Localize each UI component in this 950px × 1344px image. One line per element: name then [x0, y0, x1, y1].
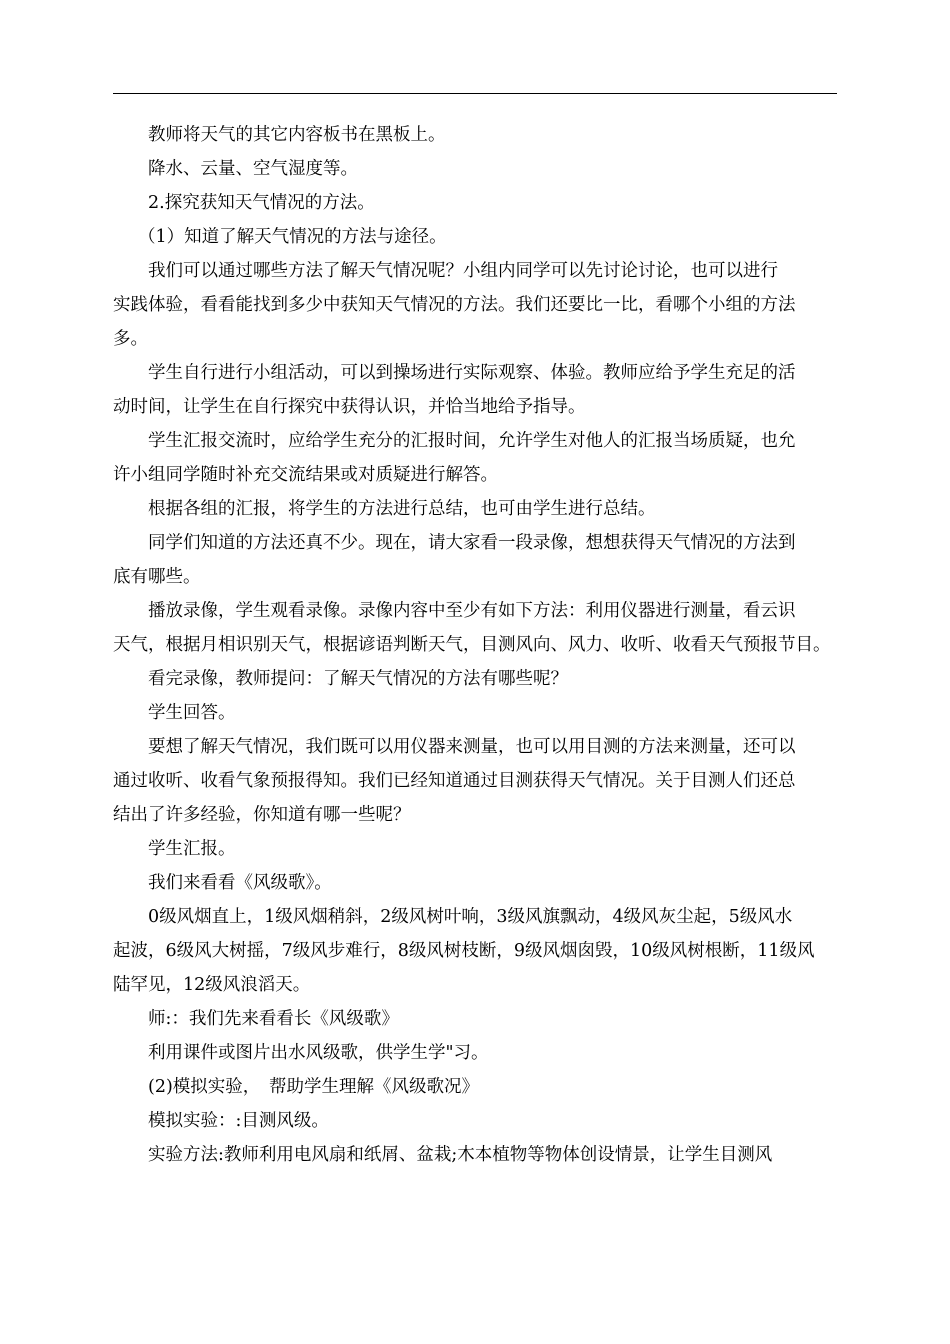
paragraph-line: 实验方法:教师利用电风扇和纸屑、盆栽;木本植物等物体创设情景，让学生目测风: [148, 1145, 773, 1165]
paragraph-line: 底有哪些。: [113, 567, 201, 587]
paragraph-line: (2)模拟实验， 帮助学生理解《风级歌况》: [148, 1077, 480, 1097]
paragraph-line: 看完录像，教师提问：了解天气情况的方法有哪些呢？: [148, 669, 568, 689]
paragraph-line: 根据各组的汇报，将学生的方法进行总结，也可由学生进行总结。: [148, 499, 656, 519]
paragraph-line: 实践体验，看看能找到多少中获知天气情况的方法。我们还要比一比，看哪个小组的方法: [113, 295, 796, 315]
paragraph-line: 起波，6级风大树摇，7级风步难行，8级风树枝断，9级风烟囱毁，10级风树根断，11级风: [113, 941, 815, 961]
paragraph-line: 模拟实验：:目测风级。: [148, 1111, 329, 1131]
section-heading: 2.探究获知天气情况的方法。: [148, 193, 375, 213]
paragraph-line: 同学们知道的方法还真不少。现在，请大家看一段录像，想想获得天气情况的方法到: [148, 533, 796, 553]
paragraph-line: 动时间，让学生在自行探究中获得认识，并恰当地给予指导。: [113, 397, 586, 417]
paragraph-line: 师:：我们先来看看长《风级歌》: [148, 1009, 399, 1029]
paragraph-line: 教师将天气的其它内容板书在黑板上。: [148, 125, 446, 145]
paragraph-line: 许小组同学随时补充交流结果或对质疑进行解答。: [113, 465, 498, 485]
paragraph-line: 播放录像，学生观看录像。录像内容中至少有如下方法：利用仪器进行测量，看云识: [148, 601, 796, 621]
paragraph-line: 降水、云量、空气湿度等。: [148, 159, 358, 179]
paragraph-line: 我们来看看《风级歌》。: [148, 873, 332, 893]
paragraph-line: 学生汇报交流时，应给学生充分的汇报时间，允许学生对他人的汇报当场质疑，也允: [148, 431, 796, 451]
paragraph-line: 学生自行进行小组活动，可以到操场进行实际观察、体验。教师应给予学生充足的活: [148, 363, 796, 383]
subsection-heading: （1）知道了解天气情况的方法与途径。: [138, 227, 447, 247]
paragraph-line: 陆罕见，12级风浪滔天。: [113, 975, 311, 995]
paragraph-line: 我们可以通过哪些方法了解天气情况呢？小组内同学可以先讨论讨论，也可以进行: [148, 261, 778, 281]
paragraph-line: 学生汇报。: [148, 839, 236, 859]
paragraph-line: 学生回答。: [148, 703, 236, 723]
document-body: [113, 118, 837, 1172]
paragraph-line: 结出了许多经验，你知道有哪一些呢？: [113, 805, 411, 825]
paragraph-line: 利用课件或图片出水风级歌，供学生学"习。: [148, 1043, 489, 1063]
paragraph-line: 0级风烟直上，1级风烟稍斜，2级风树叶响，3级风旗飘动，4级风灰尘起，5级风水: [148, 907, 793, 927]
header-rule: [113, 93, 837, 94]
paragraph-line: 天气，根据月相识别天气，根据谚语判断天气，目测风向、风力、收听、收看天气预报节目。: [113, 635, 831, 655]
paragraph-line: 多。: [113, 329, 148, 349]
paragraph-line: 要想了解天气情况，我们既可以用仪器来测量，也可以用目测的方法来测量，还可以: [148, 737, 796, 757]
paragraph-line: 通过收听、收看气象预报得知。我们已经知道通过目测获得天气情况。关于目测人们还总: [113, 771, 796, 791]
